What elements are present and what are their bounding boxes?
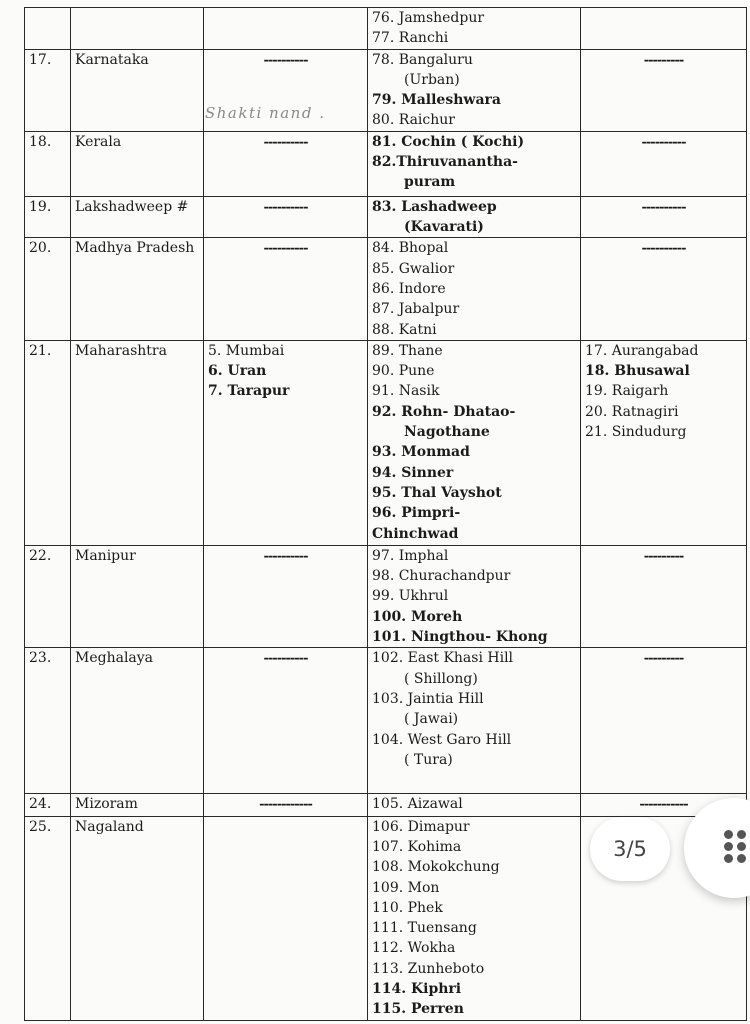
list-item: puram xyxy=(404,174,456,191)
list-item: 86. Indore xyxy=(372,280,446,297)
list-item: ( Shillong) xyxy=(404,670,478,687)
serial-number-cell xyxy=(25,49,71,131)
list-item: 112. Wokha xyxy=(372,940,456,957)
list-item: 82.Thiruvanantha- xyxy=(372,154,518,171)
list-item: 21. Sindudurg xyxy=(585,424,687,441)
state-cell xyxy=(71,49,204,131)
serial-number-cell xyxy=(25,648,71,794)
column-3-cell xyxy=(204,648,368,794)
serial-number: 21. xyxy=(29,342,52,359)
column-5-cell xyxy=(581,648,747,794)
state-cell xyxy=(71,794,204,816)
serial-number-cell xyxy=(25,238,71,340)
column-3-cell xyxy=(204,131,368,196)
state-name: Kerala xyxy=(75,133,122,150)
column-3-cell xyxy=(204,340,368,545)
list-item: 109. Mon xyxy=(372,879,440,896)
list-item: 77. Ranchi xyxy=(372,30,449,47)
serial-number: 18. xyxy=(29,133,52,150)
column-5-cell xyxy=(581,238,747,340)
state-name: Mizoram xyxy=(75,796,138,813)
serial-number: 25. xyxy=(29,818,52,835)
state-cell xyxy=(71,340,204,545)
list-item: 99. Ukhrul xyxy=(372,588,449,605)
list-item: 84. Bhopal xyxy=(372,240,449,257)
nil-dash: ---------- xyxy=(641,241,686,257)
serial-number-cell xyxy=(25,545,71,647)
state-name: Manipur xyxy=(75,547,136,564)
list-item: 115. Perren xyxy=(372,1001,464,1018)
column-3-cell xyxy=(204,238,368,340)
list-item: 78. Bangaluru xyxy=(372,51,473,68)
state-name: Karnataka xyxy=(75,51,149,68)
list-item: 7. Tarapur xyxy=(208,383,290,400)
grid-dots-icon xyxy=(724,830,746,864)
nil-dash: ---------- xyxy=(263,548,308,564)
nil-dash: ------------ xyxy=(259,797,312,813)
list-item: 97. Imphal xyxy=(372,547,449,564)
list-item: 92. Rohn- Dhatao- xyxy=(372,403,516,420)
state-cell xyxy=(71,131,204,196)
state-name: Madhya Pradesh xyxy=(75,240,195,257)
serial-number-cell xyxy=(25,794,71,816)
serial-number: 24. xyxy=(29,796,52,813)
list-item: 103. Jaintia Hill xyxy=(372,690,484,707)
column-4-cell xyxy=(368,340,581,545)
state-cell xyxy=(71,545,204,647)
column-4-cell xyxy=(368,8,581,50)
table-row xyxy=(25,794,747,816)
column-5-cell xyxy=(581,8,747,50)
state-cell xyxy=(71,238,204,340)
table-row xyxy=(25,196,747,238)
serial-number: 17. xyxy=(29,51,52,68)
list-item: Nagothane xyxy=(404,424,490,441)
list-item: (Urban) xyxy=(404,71,460,88)
list-item: 106. Dimapur xyxy=(372,818,470,835)
list-item: 19. Raigarh xyxy=(585,383,669,400)
list-item: 93. Monmad xyxy=(372,444,470,461)
list-item: 110. Phek xyxy=(372,899,443,916)
column-3-cell xyxy=(204,196,368,238)
serial-number: 23. xyxy=(29,650,52,667)
column-4-cell xyxy=(368,816,581,1020)
list-item: 100. Moreh xyxy=(372,608,463,625)
column-5-cell xyxy=(581,49,747,131)
list-item: 90. Pune xyxy=(372,363,435,380)
serial-number: 19. xyxy=(29,198,52,215)
serial-number-cell xyxy=(25,816,71,1020)
column-5-cell xyxy=(581,340,747,545)
nil-dash: ---------- xyxy=(641,199,686,215)
list-item: 83. Lashadweep xyxy=(372,198,497,215)
column-3-cell xyxy=(204,816,368,1020)
serial-number-cell xyxy=(25,131,71,196)
nil-dash: ---------- xyxy=(641,134,686,150)
state-cell xyxy=(71,648,204,794)
table-row xyxy=(25,340,747,545)
list-item: 91. Nasik xyxy=(372,383,440,400)
column-4-cell xyxy=(368,196,581,238)
list-item: 85. Gwalior xyxy=(372,260,455,277)
list-item: (Kavarati) xyxy=(404,219,484,236)
list-item: ( Tura) xyxy=(404,751,453,768)
table-row xyxy=(25,49,747,131)
nil-dash: ---------- xyxy=(263,134,308,150)
state-name: Nagaland xyxy=(75,818,144,835)
column-3-cell xyxy=(204,545,368,647)
list-item: 102. East Khasi Hill xyxy=(372,650,514,667)
list-item: 111. Tuensang xyxy=(372,920,477,937)
column-4-cell xyxy=(368,131,581,196)
serial-number-cell xyxy=(25,340,71,545)
page-indicator[interactable] xyxy=(590,817,670,881)
table-row xyxy=(25,8,747,50)
column-5-cell xyxy=(581,545,747,647)
list-item: 5. Mumbai xyxy=(208,342,285,359)
nil-dash: ---------- xyxy=(263,52,308,68)
table-row xyxy=(25,545,747,647)
state-name: Meghalaya xyxy=(75,650,154,667)
list-item: 114. Kiphri xyxy=(372,981,462,998)
column-4-cell xyxy=(368,49,581,131)
list-item: 88. Katni xyxy=(372,321,437,338)
page-indicator-text: 3/5 xyxy=(613,837,647,861)
nil-dash: --------- xyxy=(643,548,684,564)
list-item: 81. Cochin ( Kochi) xyxy=(372,133,525,150)
nil-dash: --------- xyxy=(643,52,684,68)
table-row xyxy=(25,238,747,340)
state-cell xyxy=(71,816,204,1020)
list-item: 101. Ningthou- Khong xyxy=(372,629,548,646)
nil-dash: --------- xyxy=(643,651,684,667)
column-5-cell xyxy=(581,131,747,196)
column-3-cell xyxy=(204,8,368,50)
column-4-cell xyxy=(368,545,581,647)
state-name: Maharashtra xyxy=(75,342,167,359)
column-4-cell xyxy=(368,794,581,816)
list-item: 104. West Garo Hill xyxy=(372,731,512,748)
nil-dash: ----------- xyxy=(639,797,688,813)
column-5-cell xyxy=(581,196,747,238)
list-item: 18. Bhusawal xyxy=(585,363,690,380)
list-item: 95. Thal Vayshot xyxy=(372,484,502,501)
list-item: 113. Zunheboto xyxy=(372,960,485,977)
column-4-cell xyxy=(368,238,581,340)
table-row xyxy=(25,648,747,794)
list-item: ( Jawai) xyxy=(404,711,459,728)
nil-dash: ---------- xyxy=(263,199,308,215)
state-cell xyxy=(71,196,204,238)
list-item: 107. Kohima xyxy=(372,838,462,855)
list-item: 76. Jamshedpur xyxy=(372,10,485,26)
column-4-cell xyxy=(368,648,581,794)
list-item: 20. Ratnagiri xyxy=(585,403,679,420)
state-name: Lakshadweep # xyxy=(75,198,189,215)
list-item: 96. Pimpri- xyxy=(372,505,461,522)
handwritten-signature: Shakti nand . xyxy=(205,104,326,122)
nil-dash: ---------- xyxy=(263,651,308,667)
serial-number-cell xyxy=(25,196,71,238)
state-cell xyxy=(71,8,204,50)
list-item: 108. Mokokchung xyxy=(372,859,500,876)
list-item: 94. Sinner xyxy=(372,464,454,481)
serial-number-cell xyxy=(25,8,71,50)
column-3-cell xyxy=(204,794,368,816)
list-item: 89. Thane xyxy=(372,342,443,359)
table-row xyxy=(25,131,747,196)
list-item: 105. Aizawal xyxy=(372,796,463,813)
list-item: 6. Uran xyxy=(208,363,267,380)
list-item: 87. Jabalpur xyxy=(372,301,460,318)
list-item: 17. Aurangabad xyxy=(585,342,699,359)
serial-number: 22. xyxy=(29,547,52,564)
nil-dash: ---------- xyxy=(263,241,308,257)
serial-number: 20. xyxy=(29,240,52,257)
list-item: Chinchwad xyxy=(372,525,459,542)
list-item: 80. Raichur xyxy=(372,112,455,129)
list-item: 98. Churachandpur xyxy=(372,568,511,585)
list-item: 79. Malleshwara xyxy=(372,92,501,109)
